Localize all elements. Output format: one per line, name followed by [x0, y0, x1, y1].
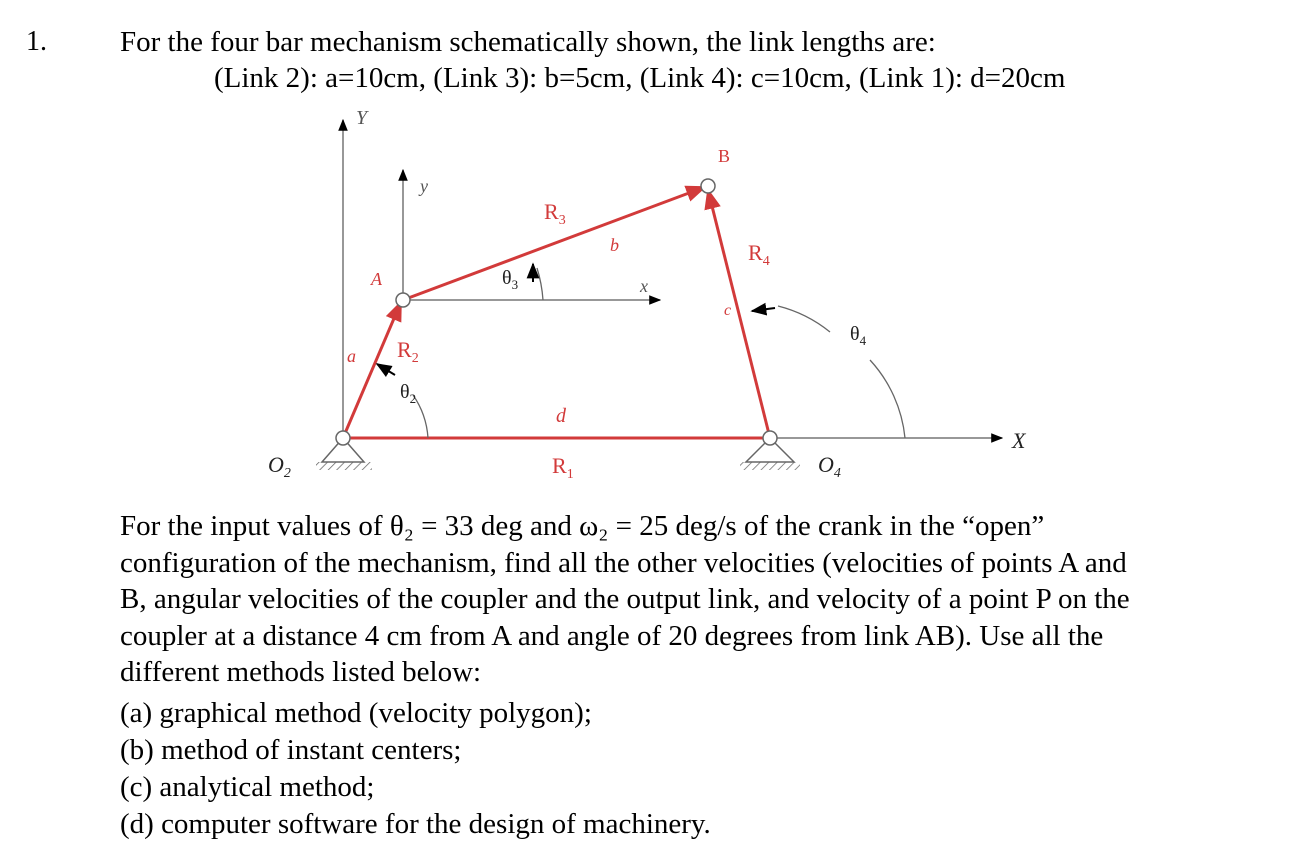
method-item: (a) graphical method (velocity polygon); [120, 697, 592, 729]
problem-number: 1. [26, 26, 47, 57]
theta2-pointer-arrow [377, 364, 395, 375]
theta4-arc [870, 360, 905, 438]
title-line-2: (Link 2): a=10cm, (Link 3): b=5cm, (Link 4): c=10cm, (Link 1): d=20cm [214, 62, 1066, 94]
label-R2: $R_2$ [397, 337, 419, 366]
method-item: (b) method of instant centers; [120, 734, 462, 766]
label-theta2: $\theta_2$ [400, 381, 417, 406]
paragraph-line: B, angular velocities of the coupler and the output link, and velocity of a point P on the [120, 583, 1130, 615]
label-axis-X: X [1012, 428, 1026, 453]
joint-B [701, 179, 715, 193]
paragraph-line: coupler at a distance 4 cm from A and angle of 20 degrees from link AB). Use all the [120, 619, 1104, 652]
label-axis-x: x [640, 276, 648, 296]
paragraph-line: different methods listed below: [120, 656, 482, 688]
label-R4: $R_4$ [748, 240, 770, 269]
label-O4: $O_4$ [818, 452, 841, 481]
label-O2: $O_2$ [268, 452, 291, 481]
label-axis-Y: Y [356, 107, 368, 129]
joint-A [396, 293, 410, 307]
method-item: (c) analytical method; [120, 771, 375, 803]
label-link-b: b [610, 235, 619, 255]
label-link-d: d [556, 405, 566, 427]
joint-O4 [763, 431, 777, 445]
method-item: (d) computer software for the design of machinery. [120, 808, 711, 840]
link-crank-R2 [343, 302, 401, 438]
methods-list [120, 695, 711, 843]
theta4-arc-upper [778, 306, 830, 332]
label-point-A: A [371, 269, 382, 289]
label-axis-y: y [420, 176, 428, 196]
label-R1: $R_1$ [552, 453, 574, 482]
label-link-c: c [724, 302, 732, 319]
paragraph-line: configuration of the mechanism, find all the other velocities (velocities of points A and [120, 546, 1127, 579]
paragraph-line: For the input values of θ₂ = 33 deg and ω₂ = 25 deg/s of the crank in the “open” [120, 510, 1045, 542]
theta3-arc [537, 268, 543, 300]
label-theta4: $\theta_4$ [850, 323, 867, 348]
label-point-B: B [718, 146, 731, 166]
link-rocker-R4 [708, 190, 770, 438]
label-R3: $R_3$ [544, 199, 566, 228]
theta4-pointer-arrow [752, 308, 775, 311]
label-theta3: $\theta_3$ [502, 267, 519, 292]
joint-O2 [336, 431, 350, 445]
label-link-a: a [347, 346, 356, 366]
title-line-1: For the four bar mechanism schematically shown, the link lengths are: [120, 26, 936, 58]
problem-paragraph [120, 508, 1130, 691]
